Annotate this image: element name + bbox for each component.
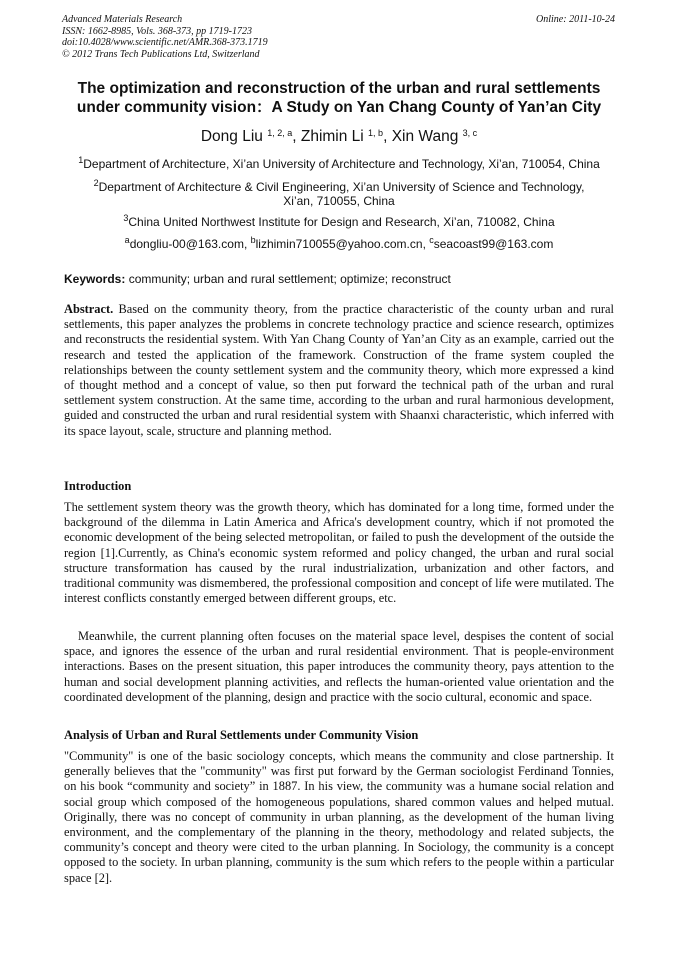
author-list — [40, 128, 638, 146]
analysis-paragraph-1: "Community" is one of the basic sociology concepts, which means the community and close partnership. It generally believes that the "community" was first put forward by the German sociologist Ferdinand Tonnies, on his book “community and society” in 1887. In his view, the community was a humane social relation and social group which composed of the homogeneous populations, shared common values and helped mutual. Originally, there was no concept of community in urban planning, as the development of the human living environment, and the complementary of the planning in the theory, methodology and related subjects, the community’s concept and theory were cited to the urban planning. In Sociology, the community is a concept opposed to the society. In urban planning, community is the sum which refers to the people within a particular space [2]. — [64, 749, 614, 885]
title-line-2: under community vision：A Study on Yan Chang County of Yan’an City — [76, 99, 602, 116]
author-name: Zhimin Li — [300, 128, 369, 145]
section-heading-introduction: Introduction — [64, 479, 132, 493]
email-marker: c — [429, 235, 434, 245]
author-name: Xin Wang — [391, 128, 463, 145]
introduction-paragraph-1: The settlement system theory was the growth theory, which has dominated for a long time, formed under the background of the dilemma in Latin America and Africa's development country, which if not promoted the economic development of the being selected metropolitan, or failed to push the development of the outside the region [1].Currently, as China's economic system reformed and policy changed, the urban and rural social structure transformation has caused by the rural industrialization, urbanization and other factors, and traditional community was dismembered, the professional composition and concept of life were mutilated. The interest conflicts constantly emerged between different groups, etc. — [64, 500, 614, 606]
author-affiliation-marker: 1, b — [368, 128, 384, 138]
affiliation-marker: 2 — [93, 178, 99, 188]
journal-header — [62, 14, 615, 60]
author-affiliation-marker: 1, 2, a — [267, 128, 293, 138]
keywords-label: Keywords: — [64, 272, 126, 286]
email-address: dongliu-00@163.com, — [129, 237, 251, 251]
email-marker: b — [250, 235, 256, 245]
author-affiliation-marker: 3, c — [462, 128, 478, 138]
affiliation-text: Xi’an, 710055, China — [283, 194, 395, 208]
abstract — [64, 302, 614, 439]
online-date: Online: 2011-10-24 — [536, 14, 615, 25]
copyright-line: © 2012 Trans Tech Publications Ltd, Switzerland — [62, 48, 260, 60]
abstract-label: Abstract. — [64, 302, 114, 316]
author-name: Dong Liu — [200, 128, 268, 145]
paper-title — [40, 79, 638, 117]
author-separator: , — [292, 128, 301, 145]
doi-line: doi:10.4028/www.scientific.net/AMR.368-373.1719 — [62, 37, 268, 48]
email-marker: a — [124, 235, 130, 245]
issn-line: ISSN: 1662-8985, Vols. 368-373, pp 1719-1723 — [62, 25, 252, 37]
email-address: seacoast99@163.com — [433, 237, 554, 251]
keywords-text: community; urban and rural settlement; optimize; reconstruct — [125, 272, 451, 286]
affiliation-marker: 3 — [123, 213, 129, 223]
affiliation-text: Department of Architecture, Xi’an University of Architecture and Technology, Xi’an, 710054, China — [83, 157, 600, 171]
introduction-paragraph-2: Meanwhile, the current planning often focuses on the material space level, despises the content of social space, and ignores the essence of the urban and rural residential environment. That is people-environment interactions. Bases on the present situation, this paper introduces the community theory, pays attention to the human and social development planning activities, and reflects the human-oriented value orientation and the coordinated development of the planning, design and practice with the socio cultural, economic and space. — [64, 629, 614, 704]
keywords — [64, 272, 617, 286]
journal-name: Advanced Materials Research — [62, 14, 183, 25]
author-separator: , — [383, 128, 392, 145]
abstract-text: Based on the community theory, from the practice characteristic of the county urban and rural settlements, this paper analyzes the problems in concrete technology practice and science research, optimizes and reconstructs the residential system. With Yan Chang County of Yan’an City as an example, carried out the research and tested the application of the framework. Construction of the frame system coupled the relationships between the county settlement system and the community theory, which more expressed a kind of thought method and a concept of value, so then put forward the technical path of the urban and rural settlement system construction. At the same time, according to the urban and rural harmonious development, guided and constructed the urban and rural residential system with Shaanxi characteristic, which inferred with its space layout, scale, structure and planning method. — [64, 302, 614, 438]
author-emails — [40, 237, 638, 251]
affiliation-3 — [40, 215, 638, 229]
affiliation-marker: 1 — [78, 155, 84, 165]
affiliation-1 — [40, 157, 638, 171]
affiliation-text: China United Northwest Institute for Design and Research, Xi’an, 710082, China — [128, 215, 555, 229]
email-address: lizhimin710055@yahoo.com.cn, — [255, 237, 430, 251]
title-line-1: The optimization and reconstruction of the urban and rural settlements — [77, 80, 601, 97]
section-heading-analysis: Analysis of Urban and Rural Settlements under Community Vision — [64, 728, 419, 742]
affiliation-2 — [40, 180, 638, 208]
affiliation-text: Department of Architecture & Civil Engineering, Xi’an University of Science and Technology, — [98, 180, 585, 194]
